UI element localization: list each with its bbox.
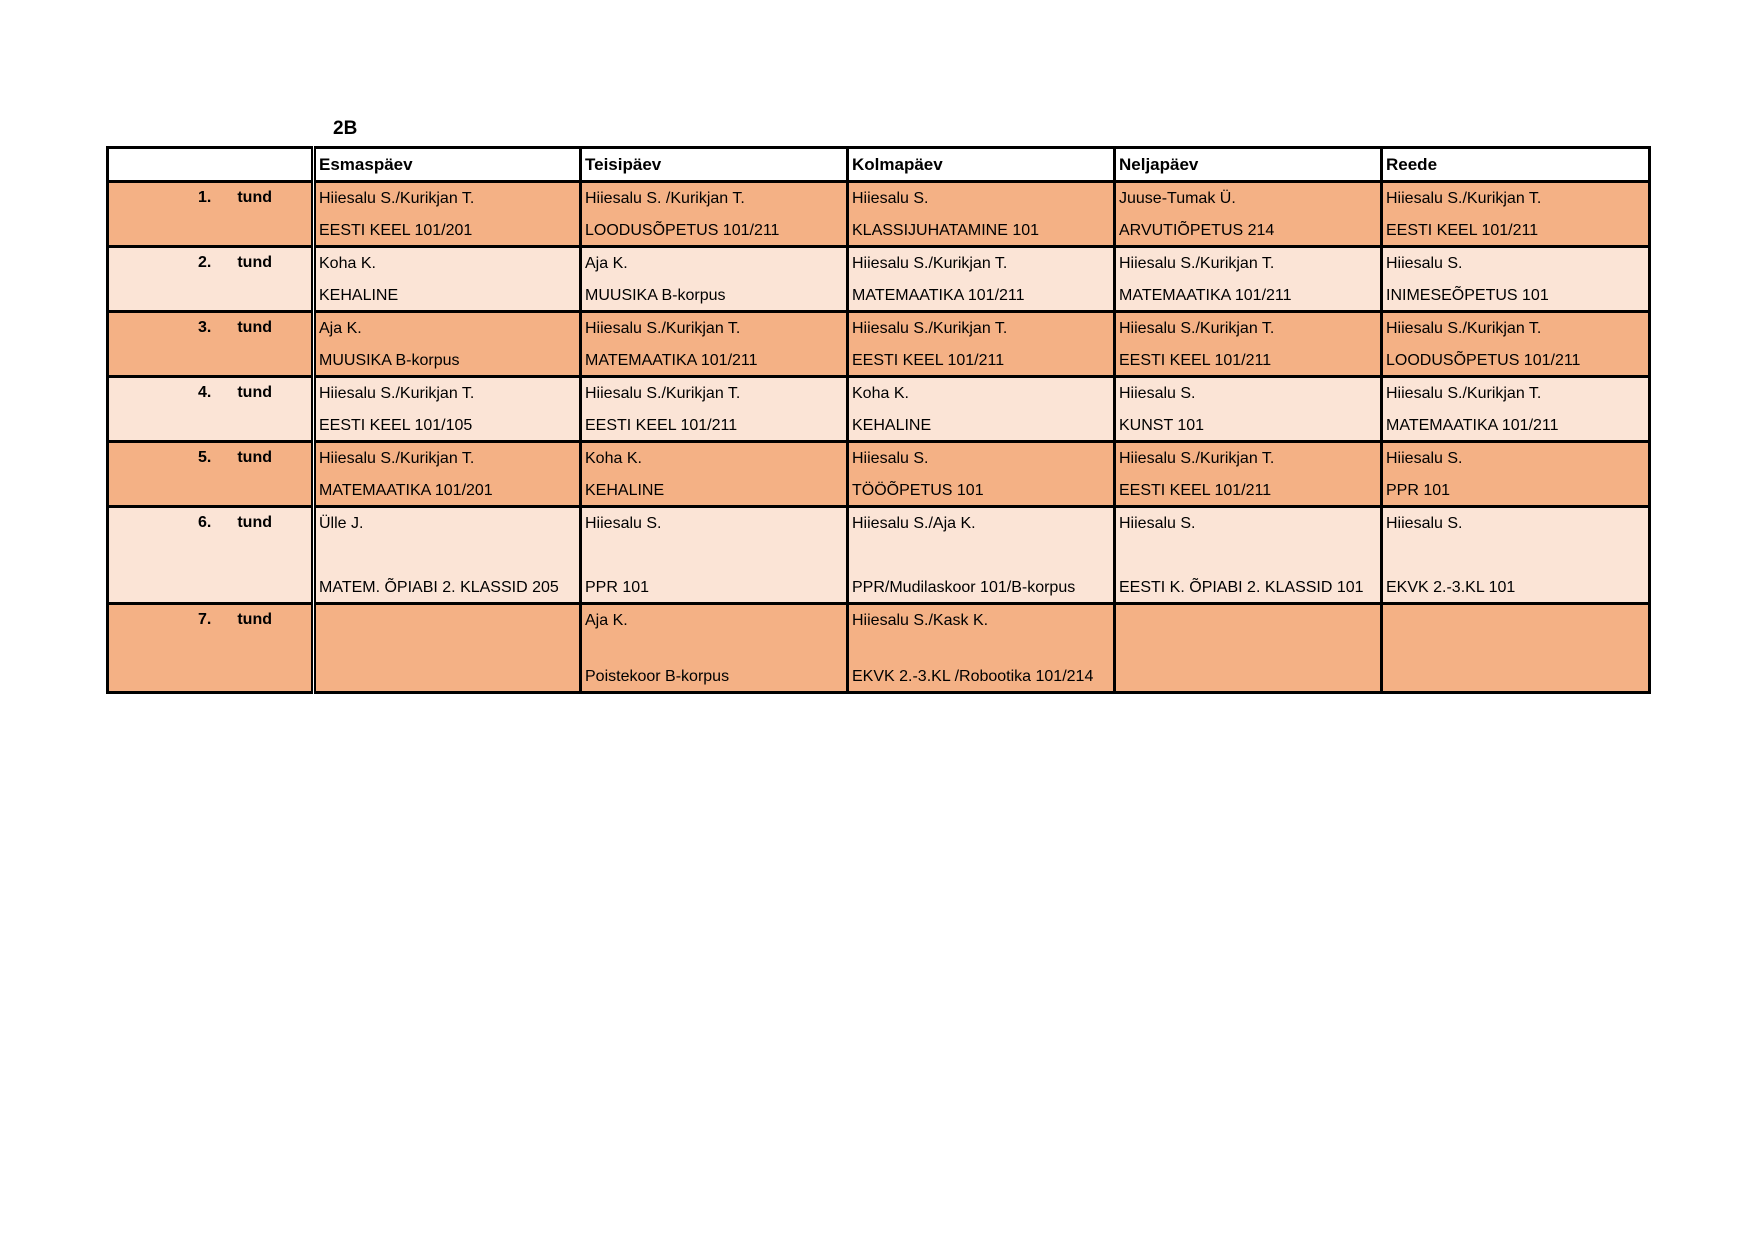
teacher-name: Hiiesalu S./Kurikjan T. — [319, 190, 475, 207]
day-header: Reede — [1382, 148, 1650, 182]
teacher-name: Hiiesalu S./Kurikjan T. — [319, 450, 475, 467]
subject-name: EESTI KEEL 101/201 — [319, 222, 473, 239]
lesson-number: 1. — [198, 189, 212, 206]
lesson-cell — [1382, 182, 1650, 247]
lesson-label-cell — [108, 377, 314, 442]
subject-name: EESTI KEEL 101/211 — [585, 417, 738, 434]
lesson-cell — [581, 247, 848, 312]
lesson-cell — [1115, 604, 1382, 693]
subject-name — [319, 687, 576, 691]
lesson-row — [108, 604, 1650, 693]
lesson-cell — [848, 507, 1115, 604]
lesson-cell — [1382, 377, 1650, 442]
subject-name: EKVK 2.-3.KL /Robootika 101/214 — [852, 668, 1094, 685]
lesson-cell — [314, 377, 581, 442]
teacher-name — [319, 605, 576, 611]
teacher-name — [1386, 605, 1645, 611]
lesson-word: tund — [237, 611, 272, 628]
subject-name: EKVK 2.-3.KL 101 — [1386, 579, 1516, 596]
subject-name: EESTI KEEL 101/211 — [1386, 222, 1539, 239]
lesson-cell — [1115, 507, 1382, 604]
header-row — [108, 148, 1650, 182]
teacher-name: Hiiesalu S. — [1386, 450, 1463, 467]
lesson-cell — [1115, 442, 1382, 507]
lesson-label-cell — [108, 247, 314, 312]
lesson-cell — [848, 377, 1115, 442]
lesson-number: 2. — [198, 254, 212, 271]
subject-name: MATEMAATIKA 101/201 — [319, 482, 493, 499]
subject-name: EESTI KEEL 101/211 — [1119, 482, 1272, 499]
lesson-cell — [581, 507, 848, 604]
lesson-word: tund — [237, 384, 272, 401]
teacher-name: Hiiesalu S. — [1386, 255, 1463, 272]
lesson-row — [108, 442, 1650, 507]
teacher-name: Hiiesalu S./Kurikjan T. — [1119, 255, 1275, 272]
lesson-cell — [848, 312, 1115, 377]
lesson-word: tund — [237, 319, 272, 336]
teacher-name: Hiiesalu S./Kurikjan T. — [852, 320, 1008, 337]
teacher-name: Hiiesalu S./Kurikjan T. — [852, 255, 1008, 272]
day-header: Neljapäev — [1115, 148, 1382, 182]
subject-name: KUNST 101 — [1119, 417, 1205, 434]
subject-name: INIMESEÕPETUS 101 — [1386, 287, 1549, 304]
subject-name: MATEMAATIKA 101/211 — [1119, 287, 1292, 304]
lesson-cell — [581, 377, 848, 442]
teacher-name: Hiiesalu S./Kurikjan T. — [585, 320, 741, 337]
lesson-row — [108, 312, 1650, 377]
teacher-name: Aja K. — [585, 255, 628, 272]
subject-name: PPR 101 — [1386, 482, 1451, 499]
teacher-name: Hiiesalu S./Kurikjan T. — [1386, 385, 1542, 402]
lesson-label-cell — [108, 604, 314, 693]
lesson-cell — [314, 604, 581, 693]
teacher-name: Hiiesalu S./Kurikjan T. — [585, 385, 741, 402]
day-header: Kolmapäev — [848, 148, 1115, 182]
subject-name: KLASSIJUHATAMINE 101 — [852, 222, 1040, 239]
teacher-name: Ülle J. — [319, 515, 364, 532]
teacher-name: Koha K. — [319, 255, 376, 272]
subject-name — [1119, 687, 1377, 691]
lesson-word: tund — [237, 449, 272, 466]
lesson-cell — [1382, 604, 1650, 693]
lesson-cell — [848, 442, 1115, 507]
teacher-name: Juuse-Tumak Ü. — [1119, 190, 1236, 207]
lesson-row — [108, 182, 1650, 247]
subject-name: EESTI KEEL 101/105 — [319, 417, 473, 434]
lesson-cell — [581, 442, 848, 507]
lesson-cell — [848, 247, 1115, 312]
subject-name: LOODUSÕPETUS 101/211 — [585, 222, 780, 239]
subject-name: EESTI K. ÕPIABI 2. KLASSID 101 — [1119, 579, 1364, 596]
subject-name: ARVUTIÕPETUS 214 — [1119, 222, 1275, 239]
teacher-name: Koha K. — [852, 385, 909, 402]
lesson-cell — [314, 442, 581, 507]
day-header: Esmaspäev — [314, 148, 581, 182]
lesson-cell — [1115, 312, 1382, 377]
subject-name: MATEMAATIKA 101/211 — [585, 352, 758, 369]
subject-name: TÖÖÕPETUS 101 — [852, 482, 984, 499]
lesson-cell — [848, 182, 1115, 247]
lesson-row — [108, 377, 1650, 442]
subject-name: KEHALINE — [852, 417, 932, 434]
subject-name: MATEM. ÕPIABI 2. KLASSID 205 — [319, 579, 559, 596]
lesson-label-cell — [108, 507, 314, 604]
lesson-cell — [1382, 312, 1650, 377]
lesson-cell — [314, 312, 581, 377]
lesson-row — [108, 247, 1650, 312]
class-title: 2B — [333, 118, 358, 139]
teacher-name: Hiiesalu S./Kask K. — [852, 612, 989, 629]
corner-cell — [108, 148, 314, 182]
subject-name: EESTI KEEL 101/211 — [852, 352, 1005, 369]
lesson-label-cell — [108, 442, 314, 507]
lesson-number: 7. — [198, 611, 212, 628]
subject-name: MUUSIKA B-korpus — [585, 287, 726, 304]
subject-name: MATEMAATIKA 101/211 — [852, 287, 1025, 304]
subject-name — [1386, 687, 1645, 691]
teacher-name — [1119, 605, 1377, 611]
lesson-number: 5. — [198, 449, 212, 466]
lesson-cell — [1382, 247, 1650, 312]
teacher-name: Hiiesalu S. — [1119, 385, 1196, 402]
teacher-name: Hiiesalu S. /Kurikjan T. — [585, 190, 745, 207]
timetable — [106, 146, 1651, 694]
teacher-name: Hiiesalu S. — [852, 190, 929, 207]
lesson-cell — [581, 182, 848, 247]
lesson-cell — [1382, 507, 1650, 604]
lesson-cell — [1115, 247, 1382, 312]
lesson-number: 3. — [198, 319, 212, 336]
teacher-name: Hiiesalu S./Kurikjan T. — [1119, 320, 1275, 337]
teacher-name: Hiiesalu S. — [852, 450, 929, 467]
teacher-name: Hiiesalu S. — [585, 515, 662, 532]
teacher-name: Hiiesalu S./Kurikjan T. — [1386, 190, 1542, 207]
lesson-number: 4. — [198, 384, 212, 401]
lesson-cell — [1115, 182, 1382, 247]
subject-name: KEHALINE — [585, 482, 665, 499]
teacher-name: Aja K. — [319, 320, 362, 337]
subject-name: MATEMAATIKA 101/211 — [1386, 417, 1559, 434]
teacher-name: Koha K. — [585, 450, 642, 467]
teacher-name: Aja K. — [585, 612, 628, 629]
lesson-word: tund — [237, 189, 272, 206]
subject-name: PPR 101 — [585, 579, 650, 596]
lesson-cell — [581, 312, 848, 377]
lesson-cell — [848, 604, 1115, 693]
subject-name: Poistekoor B-korpus — [585, 668, 730, 685]
teacher-name: Hiiesalu S. — [1119, 515, 1196, 532]
teacher-name: Hiiesalu S./Kurikjan T. — [1386, 320, 1542, 337]
day-header: Teisipäev — [581, 148, 848, 182]
lesson-cell — [314, 507, 581, 604]
lesson-row — [108, 507, 1650, 604]
subject-name: KEHALINE — [319, 287, 399, 304]
teacher-name: Hiiesalu S./Kurikjan T. — [319, 385, 475, 402]
lesson-cell — [1115, 377, 1382, 442]
subject-name: PPR/Mudilaskoor 101/B-korpus — [852, 579, 1076, 596]
teacher-name: Hiiesalu S./Kurikjan T. — [1119, 450, 1275, 467]
teacher-name: Hiiesalu S./Aja K. — [852, 515, 976, 532]
lesson-cell — [314, 182, 581, 247]
lesson-cell — [1382, 442, 1650, 507]
lesson-number: 6. — [198, 514, 212, 531]
lesson-label-cell — [108, 182, 314, 247]
teacher-name: Hiiesalu S. — [1386, 515, 1463, 532]
lesson-label-cell — [108, 312, 314, 377]
lesson-word: tund — [237, 254, 272, 271]
subject-name: LOODUSÕPETUS 101/211 — [1386, 352, 1581, 369]
subject-name: MUUSIKA B-korpus — [319, 352, 460, 369]
lesson-cell — [581, 604, 848, 693]
lesson-word: tund — [237, 514, 272, 531]
lesson-cell — [314, 247, 581, 312]
subject-name: EESTI KEEL 101/211 — [1119, 352, 1272, 369]
